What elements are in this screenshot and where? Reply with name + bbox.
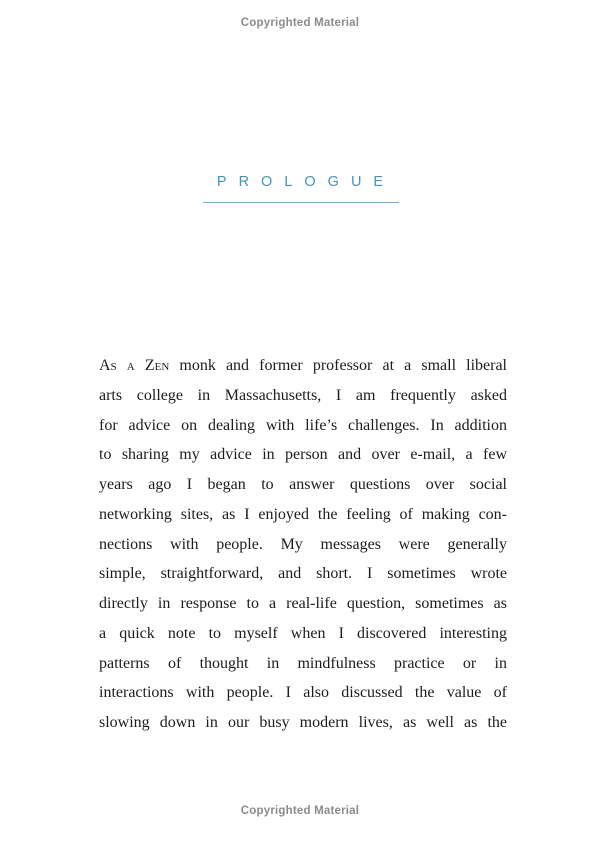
paragraph-line: years ago I began to answer questions over social <box>99 476 507 493</box>
paragraph-line: simple, straightforward, and short. I sometimes wrote <box>99 565 507 583</box>
paragraph-line: a quick note to myself when I discovered interesting <box>99 624 507 642</box>
paragraph-line: arts college in Massachusetts, I am frequently asked <box>99 386 507 404</box>
paragraph-line: networking sites, as I enjoyed the feeling of making con- <box>99 505 507 523</box>
chapter-heading: PROLOGUE <box>216 174 396 190</box>
paragraph-line <box>99 351 507 381</box>
prologue-paragraph <box>99 351 507 738</box>
copyright-notice-bottom: Copyrighted Material <box>240 805 360 817</box>
paragraph-line-text: monk and former professor at a small liberal <box>169 357 507 374</box>
copyright-notice-top: Copyrighted Material <box>240 17 360 29</box>
heading-rule <box>203 202 399 203</box>
paragraph-line: to sharing my advice in person and over e-mail, a few <box>99 446 507 464</box>
paragraph-line: interactions with people. I also discussed the value of <box>99 684 507 702</box>
opening-small-caps: As a Zen <box>99 357 170 374</box>
paragraph-line: for advice on dealing with life’s challenges. In addition <box>99 416 507 434</box>
paragraph-line: patterns of thought in mindfulness practice or in <box>99 654 507 672</box>
paragraph-line: slowing down in our busy modern lives, as well as the <box>99 714 507 731</box>
paragraph-line: nections with people. My messages were generally <box>99 535 507 553</box>
paragraph-line: directly in response to a real-life question, sometimes as <box>99 595 507 612</box>
